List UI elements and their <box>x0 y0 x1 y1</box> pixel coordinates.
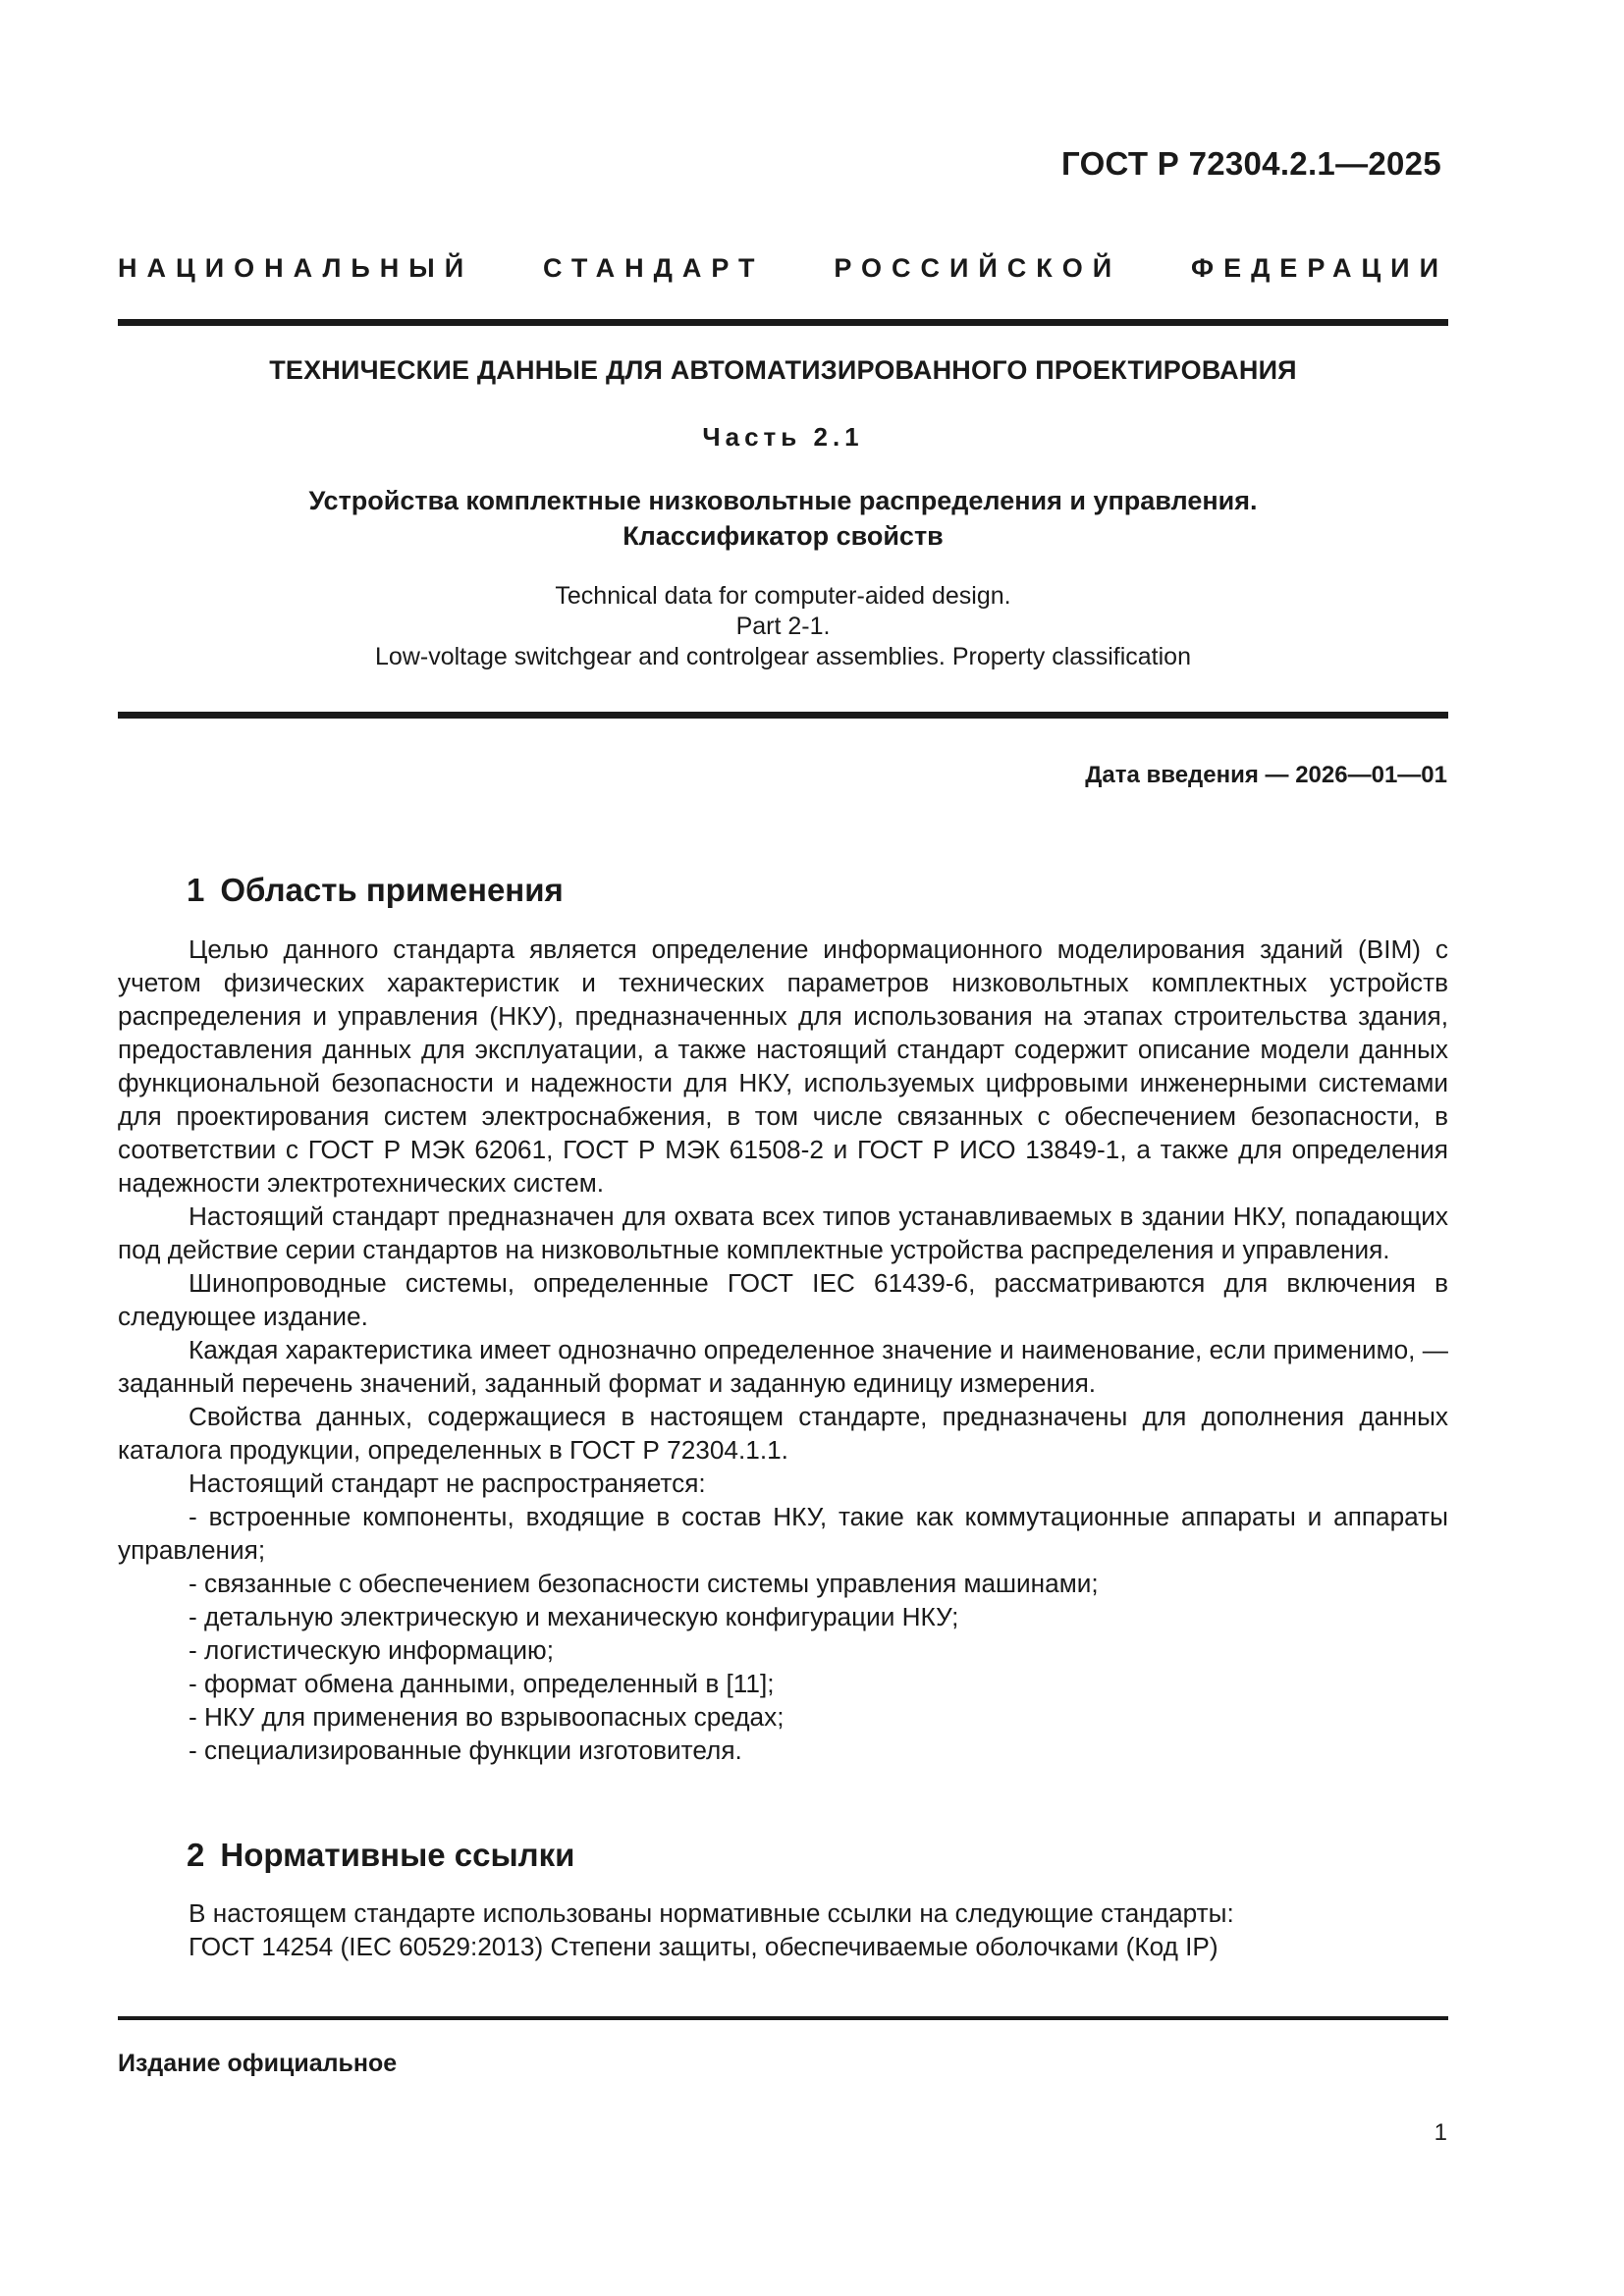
section-1-heading <box>187 872 564 909</box>
list-item: - формат обмена данными, определенный в [11]; <box>189 1669 775 1698</box>
part-label: Часть 2.1 <box>702 422 864 452</box>
list-item: - логистическую информацию; <box>189 1635 554 1665</box>
national-standard-banner: НАЦИОНАЛЬНЫЙ СТАНДАРТ РОССИЙСКОЙ ФЕДЕРАЦИИ <box>118 253 1448 283</box>
english-title-line-3: Low-voltage switchgear and controlgear assemblies. Property classification <box>375 643 1191 670</box>
paragraph: Настоящий стандарт предназначен для охвата всех типов устанавливаемых в здании НКУ, попадающих под действие серии стандартов на низковольтные комплектные устройства распределения и управления. <box>118 1201 1448 1264</box>
subtitle-line-1: Устройства комплектные низковольтные распределения и управления. <box>308 486 1258 515</box>
section-2-body <box>118 1896 1448 1963</box>
english-title <box>118 581 1448 672</box>
section-2-heading <box>187 1837 574 1874</box>
paragraph: Шинопроводные системы, определенные ГОСТ IEC 61439-6, рассматриваются для включения в следующее издание. <box>118 1268 1448 1331</box>
list-item: - встроенные компоненты, входящие в состав НКУ, такие как коммутационные аппараты и аппараты управления; <box>118 1502 1448 1565</box>
english-title-line-1: Technical data for computer-aided design. <box>555 582 1011 610</box>
list-item: - связанные с обеспечением безопасности системы управления машинами; <box>189 1569 1099 1598</box>
english-title-line-2: Part 2-1. <box>735 613 831 640</box>
list-item: - детальную электрическую и механическую конфигурации НКУ; <box>189 1602 959 1631</box>
top-divider <box>118 319 1448 326</box>
paragraph: Каждая характеристика имеет однозначно определенное значение и наименование, если применимо, — заданный перечень значений, заданный формат и заданную единицу измерения. <box>118 1335 1448 1398</box>
official-edition-label: Издание официальное <box>118 2050 398 2077</box>
section-1-number: 1 <box>187 872 205 908</box>
subtitle-line-2: Классификатор свойств <box>623 521 944 551</box>
document-number: ГОСТ Р 72304.2.1—2025 <box>1061 145 1441 182</box>
section-2-number: 2 <box>187 1837 205 1873</box>
introduction-date: Дата введения — 2026—01—01 <box>1085 762 1447 788</box>
paragraph: Свойства данных, содержащиеся в настоящем стандарте, предназначены для дополнения данных каталога продукции, определенных в ГОСТ Р 72304.1.1. <box>118 1402 1448 1465</box>
footer-divider <box>118 2016 1448 2020</box>
reference-item: ГОСТ 14254 (IEC 60529:2013) Степени защиты, обеспечиваемые оболочками (Код IP) <box>189 1932 1218 1961</box>
section-2-title: Нормативные ссылки <box>220 1837 575 1873</box>
paragraph: В настоящем стандарте использованы нормативные ссылки на следующие стандарты: <box>189 1898 1234 1928</box>
section-1-body <box>118 933 1448 1767</box>
paragraph: Целью данного стандарта является определение информационного моделирования зданий (BIM) с учетом физических характеристик и технических параметров низковольтных комплектных устройств распределения и управления (НКУ), предназначенных для использования на этапах строительства здания, предоставления данных для эксплуатации, а также настоящий стандарт содержит описание модели данных функциональной безопасности и надежности для НКУ, используемых цифровыми инженерными системами для проектирования систем электроснабжения, в том числе связанных с обеспечением безопасности, в соответствии с ГОСТ Р МЭК 62061, ГОСТ Р МЭК 61508-2 и ГОСТ Р ИСО 13849-1, а также для определения надежности электротехнических систем. <box>118 934 1448 1198</box>
section-1-title: Область применения <box>220 872 564 908</box>
list-item: - специализированные функции изготовителя. <box>189 1735 742 1765</box>
main-title: ТЕХНИЧЕСКИЕ ДАННЫЕ ДЛЯ АВТОМАТИЗИРОВАННОГО ПРОЕКТИРОВАНИЯ <box>269 355 1297 385</box>
page-number: 1 <box>1434 2119 1447 2146</box>
list-item: - НКУ для применения во взрывоопасных средах; <box>189 1702 785 1732</box>
paragraph: Настоящий стандарт не распространяется: <box>189 1468 706 1498</box>
title-divider <box>118 712 1448 719</box>
subtitle <box>118 483 1448 554</box>
